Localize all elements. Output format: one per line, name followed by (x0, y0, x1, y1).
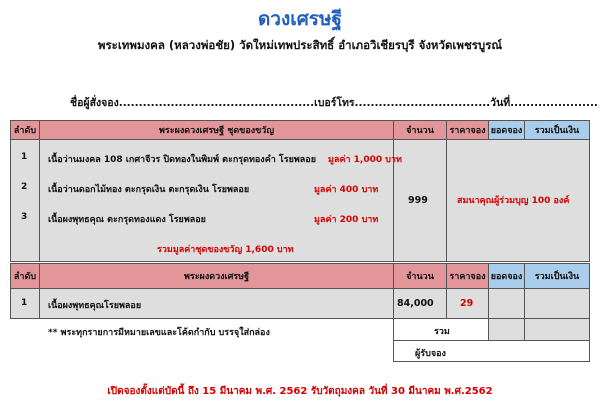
set-total-value: รวมมูลค่าชุดของขวัญ 1,600 บาท (157, 245, 294, 255)
header-item: พระผงดวงเศรษฐี ชุดของขวัญ (39, 120, 394, 140)
quantity-value: 999 (408, 195, 428, 206)
order-info-line: ชื่อผู้สั่งจอง.................................................เบอร์โทร..................................วันที่...................... (70, 97, 598, 109)
header-booked: ยอดจอง (488, 263, 525, 289)
item-description: เนื้อผงพุทธคุณ ตะกรุดทองแดง โรยพลอย (48, 215, 206, 225)
bonus-note: สมนาคุณผู้ร่วมบุญ 100 องค์ (457, 196, 570, 206)
sum-total-cell[interactable] (524, 318, 590, 341)
sum-label: รวม (434, 327, 450, 337)
item-description: เนื้อว่านมงคล 108 เกศาจีวร ปิดทองในพิมพ์ ตะกรุดทองคำ โรยพลอย (48, 155, 316, 165)
packaging-note: ** พระทุกรายการมีหมายเลขและโค้ดกำกับ บรรจุใส่กล่อง (48, 328, 270, 338)
item-value: มูลค่า 1,000 บาท (328, 155, 402, 165)
item-description: เนื้อว่านดอกไม้ทอง ตะกรุดเงิน ตะกรุดเงิน โรยพลอย (48, 185, 250, 195)
page-title: ดวงเศรษฐี (257, 8, 343, 30)
booking-period-note: เปิดจองตั้งแต่บัดนี้ ถึง 15 มีนาคม พ.ศ. 2562 รับวัตถุมงคล วันที่ 30 มีนาคม พ.ศ.2562 (107, 386, 493, 397)
header-no: ลำดับ (10, 263, 40, 289)
header-qty: จำนวน (393, 120, 447, 140)
header-price: ราคาจอง (446, 263, 489, 289)
item-description: เนื้อผงพุทธคุณโรยพลอย (48, 301, 142, 311)
quantity-value: 84,000 (397, 298, 434, 309)
temple-subtitle: พระเทพมงคล (หลวงพ่อชัย) วัดใหม่เทพประสิทธิ์ อำเภอวิเชียรบุรี จังหวัดเพชรบูรณ์ (97, 38, 503, 52)
price-value: 29 (460, 298, 474, 309)
row-number: 1 (21, 152, 28, 162)
header-item: พระผงดวงเศรษฐี (39, 263, 394, 289)
total-input-cell[interactable] (524, 288, 590, 319)
booker-label: ผู้รับจอง (415, 349, 446, 359)
header-total: รวมเป็นเงิน (524, 120, 590, 140)
item-value: มูลค่า 400 บาท (314, 185, 379, 195)
sum-booked-cell[interactable] (488, 318, 525, 341)
row-number: 1 (21, 298, 28, 308)
header-qty: จำนวน (393, 263, 447, 289)
row-number: 3 (21, 212, 28, 222)
booked-input-cell[interactable] (488, 288, 525, 319)
header-price: ราคาจอง (446, 120, 489, 140)
header-no: ลำดับ (10, 120, 40, 140)
row-number: 2 (21, 182, 28, 192)
header-booked: ยอดจอง (488, 120, 525, 140)
header-total: รวมเป็นเงิน (524, 263, 590, 289)
item-value: มูลค่า 200 บาท (314, 215, 379, 225)
